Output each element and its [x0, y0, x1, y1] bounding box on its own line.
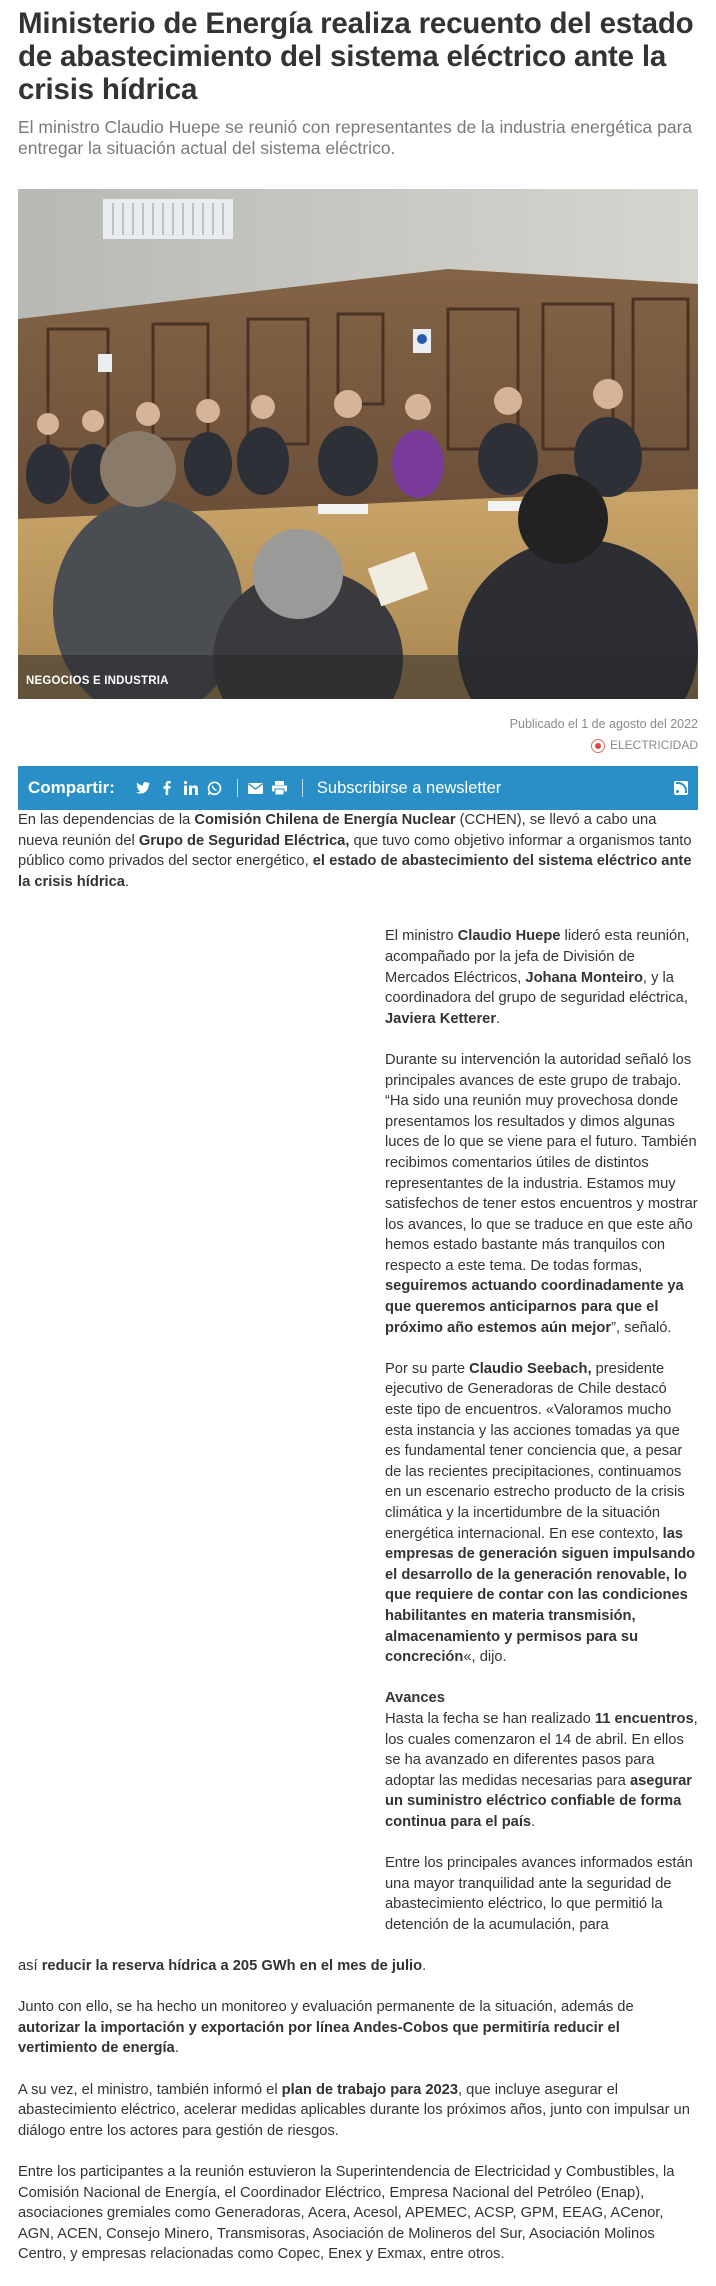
avances-heading: Avances: [385, 1690, 445, 1707]
category-dot-icon: [591, 739, 605, 753]
category-link[interactable]: [591, 736, 698, 755]
paragraph-plan-2023: A su vez, el ministro, también informó el plan de trabajo para 2023, que incluye asegurar el abastecimiento eléctrico, acelerar medidas aplicables durante los próximos años, junto con impulsar un diálogo entre los actores para gestión de riesgos.: [18, 2081, 690, 2139]
paragraph-participantes: Entre los participantes a la reunión estuvieron la Superintendencia de Electricidad y Combustibles, la Comisión Nacional de Energía, el Coordinador Eléctrico, Empresa Nacional del Petróleo (Enap), asociaciones gremiales como Generadoras, Acera, Acesol, APEMEC, ACSP, GPM, EEAG, ACenor, AGN, ACEN, Consejo Minero, Transmisoras, Asociación de Molineros del Sur, Asociación Molinos Centro, y empresas relacionadas como Copec, Enex y Exmax, entre otros.: [18, 2164, 675, 2263]
share-label: Compartir:: [28, 778, 115, 797]
paragraph-principales-avances: Entre los principales avances informados están una mayor tranquilidad ante la seguridad de abastecimiento eléctrico, lo que permitió la detención de la acumulación, para: [385, 1855, 693, 1933]
newsletter-link[interactable]: Subscribirse a newsletter: [316, 778, 502, 797]
article-meta: [18, 715, 698, 755]
whatsapp-icon[interactable]: [205, 778, 225, 798]
share-separator: [302, 779, 303, 797]
paragraph-intro: En las dependencias de la Comisión Chilena de Energía Nuclear (CCHEN), se llevó a cabo una nueva reunión del Grupo de Seguridad Eléctrica, que tuvo como objetivo informar a organismos tanto público como privados del sector energético, el estado de abastecimiento del sistema eléctrico ante la crisis hídrica.: [18, 812, 692, 890]
image-category-label[interactable]: NEGOCIOS E INDUSTRIA: [26, 675, 169, 687]
hero-photo: [18, 189, 698, 699]
paragraph-reserva: así reducir la reserva hídrica a 205 GWh en el mes de julio.: [18, 1958, 427, 1975]
image-category-overlay: [18, 655, 698, 699]
paragraph-seebach: Por su parte Claudio Seebach, presidente ejecutivo de Generadoras de Chile destacó este tipo de encuentros. «Valoramos mucho esta instancia y las acciones tomadas ya que es fundamental tener conciencia que, a pesar de las recientes precipitaciones, continuamos en un escenario estrecho producto de la crisis climática y la incertidumbre de la situación energética internacional. En ese contexto, las empresas de generación siguen impulsando el desarrollo de la generación renovable, lo que requiere de contar con las condiciones habilitantes en materia transmisión, almacenamiento y permisos para su concreción«, dijo.: [385, 1360, 696, 1666]
paragraph-intervention: Durante su intervención la autoridad señaló los principales avances de este grupo de trabajo. “Ha sido una reunión muy provechosa donde presentamos los resultados y dimos algunas luces de lo que se viene para el futuro. También recibimos comentarios útiles de distintos representantes de la industria. Estamos muy satisfechos de tener estos encuentros y mostrar los avances, lo que se traduce en que este año hemos estado bastante más tranquilos con respecto a este tema. De todas formas, seguiremos actuando coordinadamente ya que queremos anticiparnos para que el próximo año estemos aún mejor”, señaló.: [385, 1051, 698, 1336]
twitter-icon[interactable]: [133, 778, 153, 798]
facebook-icon[interactable]: [157, 778, 177, 798]
narrow-column-section: [18, 926, 698, 1935]
rss-icon[interactable]: [674, 781, 688, 795]
meeting-room-photo: [18, 189, 698, 699]
article-subtitle: El ministro Claudio Huepe se reunió con representantes de la industria energética para entregar la situación actual del sistema eléctrico.: [18, 117, 693, 158]
mail-icon[interactable]: [246, 778, 266, 798]
linkedin-icon[interactable]: [181, 778, 201, 798]
paragraph-avances: Avances Hasta la fecha se han realizado 11 encuentros, los cuales comenzaron el 14 de abril. En ellos se ha avanzado en diferentes pasos para adoptar las medidas necesarias para asegurar un suministro eléctrico confiable de forma continua para el país.: [385, 1690, 698, 1830]
paragraph-monitoreo: Junto con ello, se ha hecho un monitoreo y evaluación permanente de la situación, además de autorizar la importación y exportación por línea Andes-Cobos que permitiría reducir el vertimiento de energía.: [18, 1999, 634, 2057]
article-title: Ministerio de Energía realiza recuento del estado de abastecimiento del sistema eléctrico ante la crisis hídrica: [18, 7, 694, 106]
share-bar: [18, 766, 698, 810]
share-separator: [237, 779, 238, 797]
print-icon[interactable]: [270, 778, 290, 798]
publish-date: Publicado el 1 de agosto del 2022: [509, 717, 698, 731]
article-body: [18, 810, 698, 2265]
full-width-section: [18, 1956, 698, 2265]
narrow-column: [385, 926, 698, 1935]
paragraph-huepe: El ministro Claudio Huepe lideró esta reunión, acompañado por la jefa de División de Mercados Eléctricos, Johana Monteiro, y la coordinadora del grupo de seguridad eléctrica, Javiera Ketterer.: [385, 928, 690, 1027]
category-label: ELECTRICIDAD: [609, 738, 698, 752]
